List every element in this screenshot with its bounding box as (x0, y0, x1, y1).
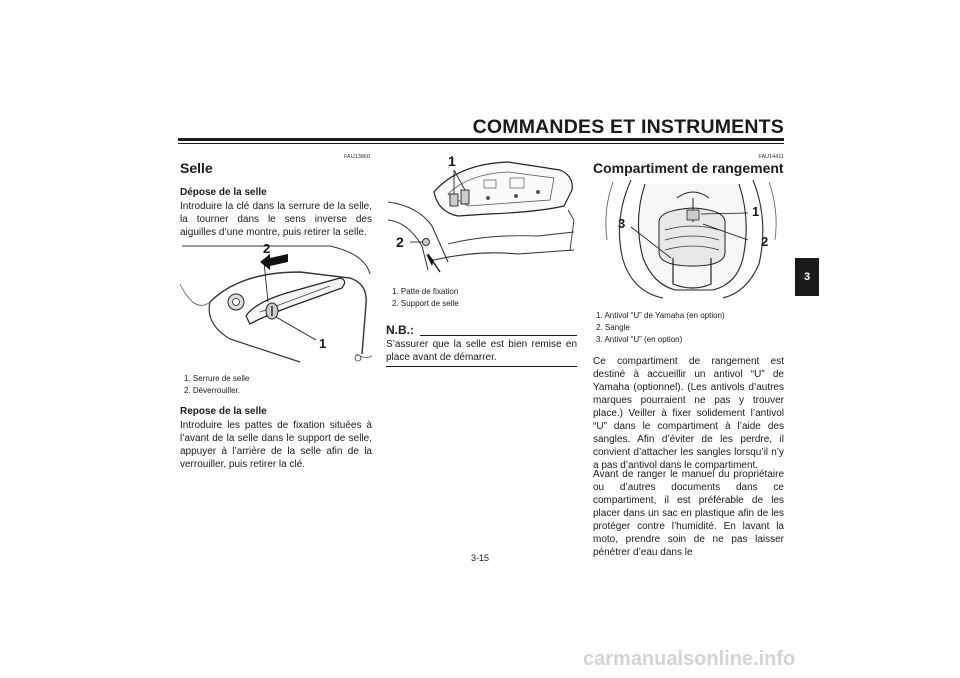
removal-heading: Dépose de la selle (180, 187, 267, 198)
caption-item: 2. Sangle (596, 323, 630, 332)
callout-1: 1 (752, 204, 760, 219)
note-rule-top (420, 335, 577, 336)
section-title-storage: Compartiment de rangement (593, 160, 784, 176)
caption-item: 1. Patte de fixation (392, 287, 459, 296)
removal-text: Introduire la clé dans la serrure de la selle, la tourner dans le sens inverse des aiguilles d’une montre, puis retirer la selle. (180, 201, 372, 238)
caption-item: 2. Déverrouiller. (184, 386, 241, 395)
figure-caption-left (184, 373, 249, 397)
storage-compartment-figure (593, 180, 784, 302)
callout-2: 2 (263, 241, 271, 256)
section-title-seat: Selle (180, 160, 213, 176)
seat-lock-figure (180, 241, 372, 369)
note-label: N.B.: (386, 323, 414, 337)
installation-text: Introduire les pattes de fixation situées à l’avant de la selle dans le support de selle, appuyer à l’arrière de la selle afin de la verrouiller, puis retirer la clé. (180, 420, 372, 470)
chapter-tab: 3 (795, 258, 819, 296)
storage-paragraph-1: Ce compartiment de rangement est destiné à accueillir un antivol “U” de Yamaha (optionnel). (Les antivols d’autres marques pourraient ne pas y trouver place.) Veiller à fixer solidement l’antivol “U” dans le compartiment à l’aide des sangles. Afin d’éviter de les perdre, il convient d’attacher les sangles lorsqu’il n’y a pas d’antivol dans le compartiment. (593, 356, 784, 471)
figure-caption-middle (392, 286, 459, 310)
callout-2: 2 (761, 234, 769, 249)
callout-2: 2 (396, 234, 404, 250)
note-rule-bottom (386, 366, 577, 367)
note-text: S’assurer que la selle est bien remise en place avant de démarrer. (386, 339, 577, 363)
watermark: carmanualsonline.info (583, 648, 796, 670)
reference-code: FAU13860 (344, 154, 370, 160)
installation-heading: Repose de la selle (180, 406, 267, 417)
callout-3: 3 (618, 216, 626, 231)
reference-code: FAU14411 (758, 154, 784, 160)
storage-paragraph-2: Avant de ranger le manuel du propriétaire ou d’autres documents dans ce compartiment, il est préférable de les placer dans un sac en plastique afin de les protéger contre l’humidité. En lavant la moto, prendre soin de ne pas laisser pénétrer d’eau dans le (593, 469, 784, 558)
callout-1: 1 (448, 153, 456, 169)
caption-item: 3. Antivol “U” (en option) (596, 335, 683, 344)
seat-bracket-figure (388, 150, 578, 280)
callout-1: 1 (319, 336, 327, 351)
header-rule-thin (178, 143, 784, 144)
header-rule (178, 138, 784, 141)
caption-item: 1. Serrure de selle (184, 374, 250, 383)
page-number: 3-15 (470, 553, 489, 563)
figure-caption-right (596, 310, 725, 346)
page-title: COMMANDES ET INSTRUMENTS (472, 116, 784, 138)
caption-item: 2. Support de selle (392, 299, 459, 308)
caption-item: 1. Antivol “U” de Yamaha (en option) (596, 311, 725, 320)
